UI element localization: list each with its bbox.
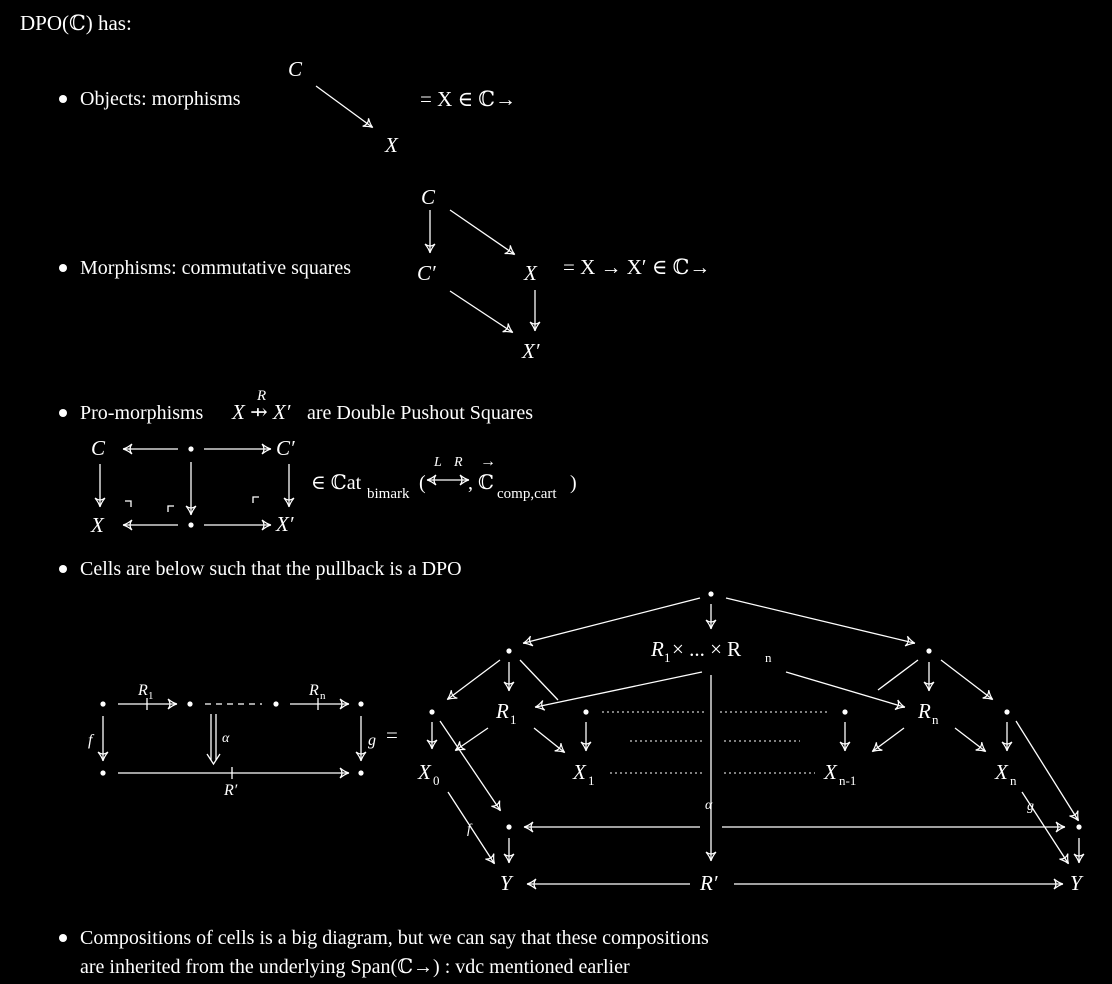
equals: = [386, 723, 398, 747]
promorphism-label-R: R [257, 388, 267, 404]
label-f: f [467, 822, 471, 837]
arrow-prod-Rn [786, 672, 904, 707]
apex-dot [188, 446, 193, 451]
dpo-node-X: X [91, 513, 104, 537]
arrow [448, 660, 500, 699]
node-C: C [421, 185, 436, 209]
arrow-Rn-Xn [955, 728, 985, 751]
arrow-C-X [316, 86, 372, 127]
label-R1-sub: 1 [148, 690, 154, 702]
compositions-line2: are inherited from the underlying Span(ℂ→) : vdc mentioned earlier [80, 956, 630, 978]
label-alpha: α [705, 798, 713, 813]
paren-open: ( [419, 472, 426, 494]
pushout-corner [253, 497, 259, 503]
arrow [520, 660, 558, 700]
label-Xn1: X [824, 760, 837, 784]
label-R1-sub: 1 [510, 712, 517, 727]
promorphisms-formula: X ⇸ X′ [232, 400, 291, 424]
cell-2arrow-head [207, 754, 220, 764]
label-Xn1-sub: n-1 [839, 773, 857, 788]
dpo-node-Xp: X′ [276, 512, 294, 536]
objects-text: Objects: morphisms [80, 88, 241, 110]
arrow [941, 660, 992, 699]
bullet-dot [59, 409, 67, 417]
cell-big [417, 591, 1084, 895]
node-dot [187, 701, 192, 706]
label-R1: R [138, 682, 148, 699]
node-dot [842, 709, 847, 714]
cells-text: Cells are below such that the pullback is a DPO [80, 558, 462, 580]
node-dot [100, 770, 105, 775]
bullet-dot [59, 264, 67, 272]
promorphisms-text: Pro-morphisms [80, 402, 204, 424]
paren-close: ) [570, 472, 577, 494]
arrow-R1-X0 [456, 728, 488, 750]
label-X1: X [573, 760, 586, 784]
node-dot [358, 701, 363, 706]
apex-dot [708, 591, 713, 596]
arrow-Cp-Xp [450, 291, 512, 332]
dpo-node-C: C [91, 436, 106, 460]
bullet-dot [59, 565, 67, 573]
node-X: X [524, 261, 537, 285]
label-X0-sub: 0 [433, 773, 440, 788]
label-prod-R1-sub: 1 [664, 650, 671, 665]
node-X: X [385, 133, 398, 157]
heading: DPO(ℂ) has: [20, 11, 132, 35]
node-dot [358, 770, 363, 775]
label-Rp: R′ [224, 782, 238, 799]
membership: ∈ ℂat [311, 472, 362, 494]
arrow-prod-R1 [536, 672, 702, 707]
dpo-square [90, 436, 577, 537]
arrow-apex-right [726, 598, 914, 643]
node-dot [506, 648, 511, 653]
pushout-corner [125, 501, 131, 507]
label-g: g [1027, 799, 1034, 814]
arrow-Rn-Xn1 [873, 728, 904, 751]
cell-small [88, 682, 398, 799]
arrow-dot-Ydot [440, 721, 500, 810]
label-R1: R [496, 699, 509, 723]
node-dot [100, 701, 105, 706]
morphisms-text: Morphisms: commutative squares [80, 257, 352, 279]
node-dot [273, 701, 278, 706]
arrow-dot-Ydot [1016, 721, 1078, 820]
node-dot [1076, 824, 1081, 829]
label-Rn-sub: n [320, 690, 326, 702]
label-prod-Rn-sub: n [765, 650, 772, 665]
label-L: L [434, 455, 442, 470]
bullet-dot [59, 934, 67, 942]
label-Xn-sub: n [1010, 773, 1017, 788]
dpo-node-Cp: C′ [276, 436, 295, 460]
label-g: g [368, 732, 376, 749]
node-dot [926, 648, 931, 653]
label-Y-left: Y [500, 871, 512, 895]
objects-rhs: = X ∈ ℂ→ [420, 87, 517, 111]
arrow-R1-X1 [534, 728, 564, 752]
arrow-X0-Y [448, 792, 494, 863]
label-prod-R1: R [651, 637, 664, 661]
label-X0: X [418, 760, 431, 784]
bullet-dot [59, 95, 67, 103]
morphisms-rhs: = X → X′ ∈ ℂ→ [563, 255, 711, 279]
label-R: R [454, 455, 463, 470]
node-dot [506, 824, 511, 829]
label-Rn-sub: n [932, 712, 939, 727]
label-Rn: R [918, 699, 931, 723]
label-prod-rest: × ... × R [672, 637, 742, 661]
label-Rp: R′ [700, 871, 718, 895]
compositions-line1: Compositions of cells is a big diagram, but we can say that these compositions [80, 927, 709, 949]
label-f: f [88, 732, 93, 749]
label-Xn: X [995, 760, 1008, 784]
node-dot [1004, 709, 1009, 714]
membership-sub2: comp,cart [497, 486, 557, 502]
node-dot [583, 709, 588, 714]
arrow-C-X [450, 210, 514, 254]
membership-sub: bimark [367, 486, 410, 502]
label-Rn: R [309, 682, 319, 699]
label-Y-right: Y [1070, 871, 1082, 895]
node-C: C [288, 57, 303, 81]
arrow-super: → [480, 453, 496, 470]
arrow [878, 660, 918, 690]
apex-dot [188, 522, 193, 527]
node-Xp: X′ [522, 339, 540, 363]
pushout-corner [168, 506, 174, 512]
label-alpha: α [222, 731, 230, 746]
membership-rest: , ℂ [468, 472, 494, 494]
node-Cp: C′ [417, 261, 436, 285]
promorphisms-text-b: are Double Pushout Squares [307, 402, 534, 424]
node-dot [429, 709, 434, 714]
label-X1-sub: 1 [588, 773, 595, 788]
